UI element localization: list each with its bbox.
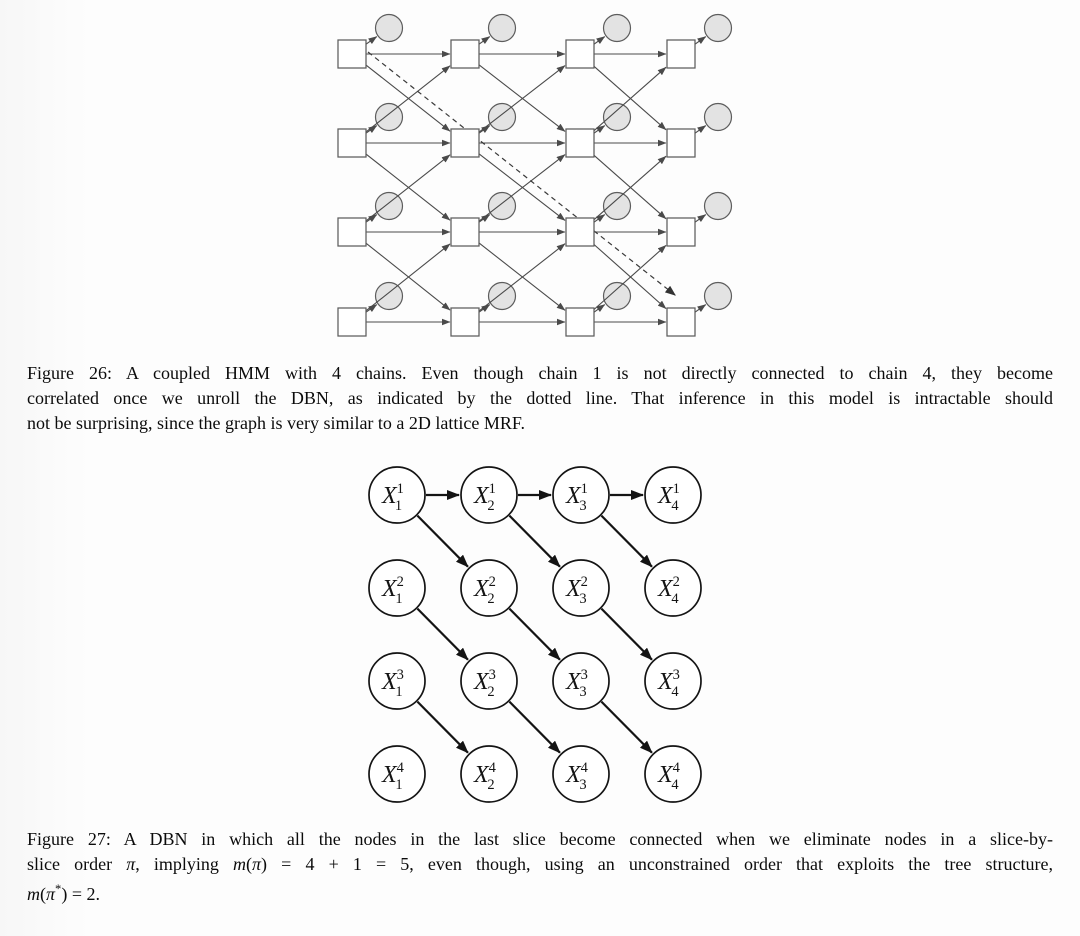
dbn-edge-arrow [509, 609, 560, 660]
figure26-coupled-hmm-diagram [0, 0, 1080, 352]
observation-node [489, 283, 516, 310]
observation-node [604, 104, 631, 131]
hidden-state-node [566, 129, 594, 157]
hidden-state-node [338, 129, 366, 157]
caption-text-segment: * [55, 882, 62, 896]
caption-text-segment: ( [246, 854, 253, 874]
caption-text-segment: π [252, 854, 262, 874]
observation-arrow [479, 215, 490, 223]
observation-arrow [594, 37, 605, 45]
observation-arrow [695, 215, 706, 223]
caption-text-segment: Figure 27: A DBN in which all the nodes in the last slice become connected when we eliminate nodes in a slice-by- [27, 829, 1053, 849]
dbn-edge-arrow [417, 702, 468, 753]
hidden-state-node [451, 218, 479, 246]
dbn-node-label: $X^4$ 3 [566, 760, 588, 793]
hidden-state-node [338, 218, 366, 246]
caption-text-segment: ) = 4 + 1 = 5, even though, using an unconstrained order that exploits the tree structure, [261, 854, 1053, 874]
hidden-state-node [667, 129, 695, 157]
coupling-arrow [479, 155, 565, 222]
coupling-arrow [479, 244, 565, 311]
observation-arrow [695, 305, 706, 313]
dashed-correlation-arrow [368, 52, 675, 295]
observation-node [604, 283, 631, 310]
dbn-node-label: $X^3$ 3 [566, 667, 588, 700]
dbn-edge-arrow [417, 516, 468, 567]
observation-node [705, 283, 732, 310]
observation-arrow [366, 37, 377, 45]
dbn-edge-arrow [601, 702, 652, 753]
dbn-node-label: $X^3$ 2 [474, 667, 496, 700]
dbn-edge-arrow [417, 609, 468, 660]
hidden-state-node [566, 308, 594, 336]
hidden-state-node [451, 40, 479, 68]
caption-text-segment: π [46, 884, 56, 904]
observation-arrow [366, 126, 377, 134]
coupling-arrow [366, 155, 450, 221]
hidden-state-node [451, 308, 479, 336]
dbn-node-label: $X^4$ 1 [382, 760, 404, 793]
dbn-node-label: $X^4$ 4 [658, 760, 680, 793]
dbn-node-label: $X^2$ 3 [566, 574, 588, 607]
observation-node [376, 283, 403, 310]
dbn-node-label: $X^1$ 1 [382, 481, 404, 514]
observation-arrow [366, 215, 377, 223]
caption-line [27, 411, 1053, 436]
caption-text-segment: π [126, 854, 136, 874]
hidden-state-node [451, 129, 479, 157]
observation-node [376, 104, 403, 131]
observation-node [604, 193, 631, 220]
dbn-grid [369, 467, 701, 802]
caption-line [27, 361, 1053, 386]
observation-node [604, 15, 631, 42]
dbn-node-label: $X^2$ 4 [658, 574, 680, 607]
dbn-edge-arrow [509, 516, 560, 567]
dbn-node-label: $X^2$ 2 [474, 574, 496, 607]
dbn-edge-arrow [509, 702, 560, 753]
observation-node [489, 15, 516, 42]
caption-line [27, 386, 1053, 411]
caption-line [27, 877, 1053, 907]
dbn-edge-arrow [601, 609, 652, 660]
caption-text-segment: m [233, 854, 247, 874]
hidden-state-node [566, 40, 594, 68]
caption-text-segment: , implying [135, 854, 234, 874]
dbn-node-label: $X^3$ 4 [658, 667, 680, 700]
figure27-caption [27, 827, 1053, 907]
observation-node [705, 193, 732, 220]
dbn-node-label: $X^1$ 2 [474, 481, 496, 514]
observation-arrow [479, 37, 490, 45]
observation-node [376, 15, 403, 42]
caption-text-segment: m [27, 884, 40, 904]
hidden-state-node [667, 308, 695, 336]
caption-line [27, 827, 1053, 852]
caption-text-segment: correlated once we unroll the DBN, as indicated by the dotted line. That inference in this model is intractable should [27, 388, 1053, 408]
caption-text-segment: not be surprising, since the graph is very similar to a 2D lattice MRF. [27, 413, 525, 433]
hmm-grid [338, 15, 732, 337]
observation-arrow [479, 305, 490, 313]
hidden-state-node [667, 218, 695, 246]
dbn-node-label: $X^4$ 2 [474, 760, 496, 793]
coupling-arrow [479, 66, 565, 133]
dbn-node-label: $X^2$ 1 [382, 574, 404, 607]
dbn-node-label: $X^3$ 1 [382, 667, 404, 700]
hidden-state-node [566, 218, 594, 246]
hidden-state-node [338, 308, 366, 336]
hidden-state-node [667, 40, 695, 68]
observation-arrow [366, 305, 377, 313]
caption-text-segment: ( [40, 884, 46, 904]
dbn-node-label: $X^1$ 4 [658, 481, 680, 514]
observation-arrow [695, 126, 706, 134]
coupling-arrow [366, 66, 450, 132]
dbn-edge-arrow [601, 516, 652, 567]
observation-arrow [695, 37, 706, 45]
caption-text-segment: Figure 26: A coupled HMM with 4 chains. Even though chain 1 is not directly connected to chain 4, they become [27, 363, 1053, 383]
caption-line [27, 852, 1053, 877]
hidden-state-node [338, 40, 366, 68]
observation-node [705, 15, 732, 42]
figure27-dbn-diagram [0, 460, 1080, 810]
observation-arrow [479, 126, 490, 134]
dbn-node-label: $X^1$ 3 [566, 481, 588, 514]
caption-text-segment: ) = 2. [61, 884, 100, 904]
observation-node [376, 193, 403, 220]
coupling-arrow [366, 244, 450, 311]
figure26-caption [27, 361, 1053, 436]
observation-node [705, 104, 732, 131]
caption-text-segment: slice order [27, 854, 127, 874]
